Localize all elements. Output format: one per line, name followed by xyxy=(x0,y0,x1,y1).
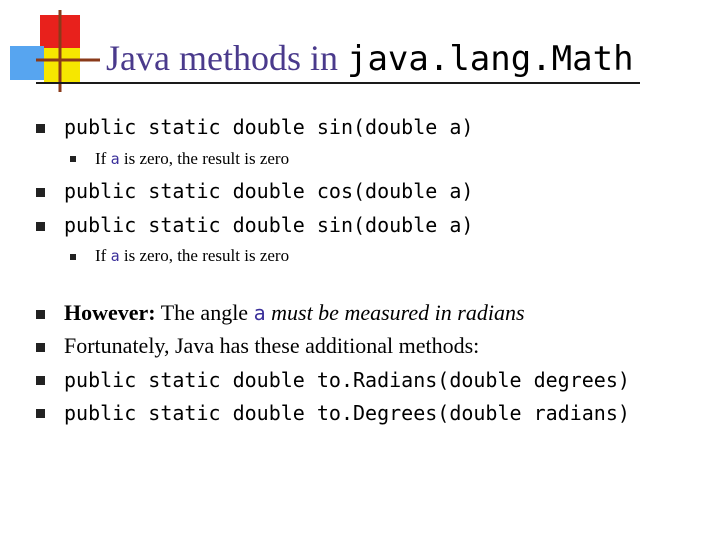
bullet-cos-signature: public static double cos(double a) xyxy=(64,179,474,203)
sub-bullet-sin-zero xyxy=(95,148,289,170)
bullet-marker xyxy=(36,376,45,385)
title-underline xyxy=(36,82,640,84)
inline-code: a xyxy=(110,150,120,168)
title-code: java.lang.Math xyxy=(346,39,634,79)
slide-title xyxy=(106,36,634,81)
bullet-marker xyxy=(36,409,45,418)
inline-code: a xyxy=(110,247,120,265)
bullet-marker xyxy=(36,188,45,197)
sub-bullet-marker xyxy=(70,254,76,260)
sub-bullet-marker xyxy=(70,156,76,162)
bullet-marker xyxy=(36,124,45,133)
bullet-toradians-signature: public static double to.Radians(double degrees) xyxy=(64,368,630,392)
inline-code: a xyxy=(253,301,266,325)
bullet-marker xyxy=(36,222,45,231)
plain-text: The angle xyxy=(155,300,254,325)
bullet-marker xyxy=(36,343,45,352)
sub-text: If xyxy=(95,149,111,168)
sub-text: is zero, the result is zero xyxy=(119,149,290,168)
title-text: Java methods in xyxy=(106,38,347,78)
bullet-sin-signature: public static double sin(double a) xyxy=(64,115,474,139)
bullet-marker xyxy=(36,310,45,319)
sub-text: is zero, the result is zero xyxy=(119,246,290,265)
sub-text: If xyxy=(95,246,111,265)
bullet-sin-signature-2: public static double sin(double a) xyxy=(64,213,474,237)
slide-logo xyxy=(0,0,100,100)
italic-text: must be measured in radians xyxy=(265,300,525,325)
bold-text: However: xyxy=(64,300,156,325)
bullet-todegrees-signature: public static double to.Degrees(double radians) xyxy=(64,401,630,425)
sub-bullet-sin-zero-2 xyxy=(95,245,289,267)
bullet-radians-note xyxy=(64,300,525,326)
bullet-additional-methods: Fortunately, Java has these additional methods: xyxy=(64,333,480,358)
